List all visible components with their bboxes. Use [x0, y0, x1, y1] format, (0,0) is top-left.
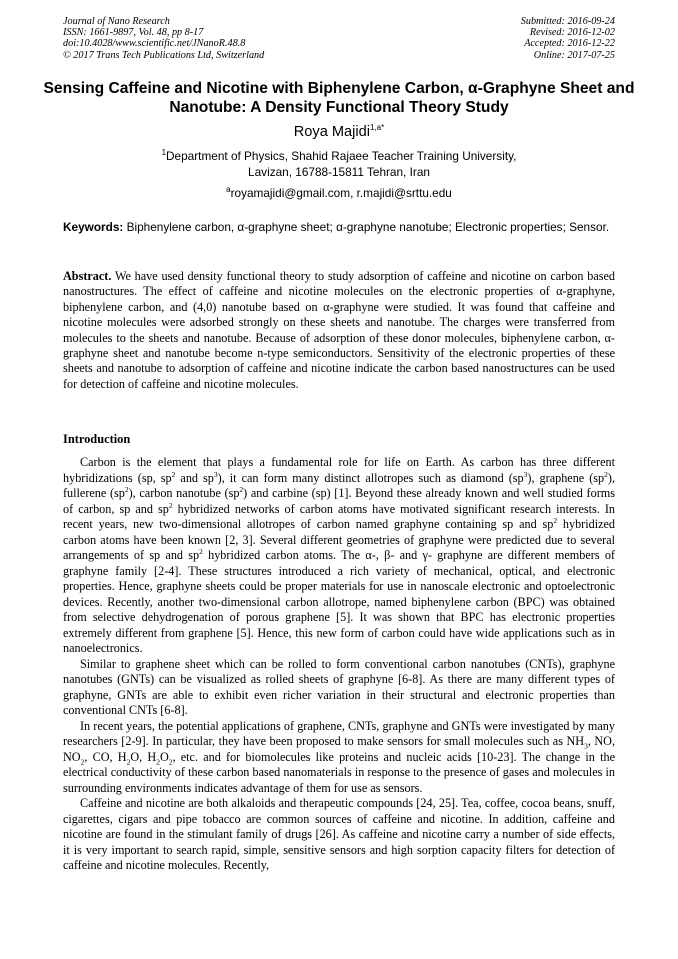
- journal-copyright: © 2017 Trans Tech Publications Ltd, Switzerland: [63, 49, 265, 61]
- date-revised: Revised: 2016-12-02: [529, 27, 615, 39]
- author-name: Roya Majidi: [293, 124, 370, 140]
- publication-dates: [521, 16, 615, 61]
- paper-title: Sensing Caffeine and Nicotine with Biphenylene Carbon, α-Graphyne Sheet and Nanotube: A Density Functional Theory Study: [43, 80, 635, 116]
- section-heading-introduction: Introduction: [63, 432, 131, 446]
- keywords-text: Biphenylene carbon, α-graphyne sheet; α-graphyne nanotube; Electronic properties; Sensor.: [126, 220, 610, 234]
- date-online: Online: 2017-07-25: [533, 49, 615, 61]
- abstract-label: Abstract.: [63, 269, 112, 283]
- paragraph-4: Caffeine and nicotine are both alkaloids and therapeutic compounds [24, 25]. Tea, coffee, cocoa beans, snuff, cigarettes, cigars and pipe tobacco are common sources of caffeine and nicotine. In addition, caffeine and nicotine are found in the stimulant family of drugs [26]. As caffeine and nicotine carry a number of side effects, it is very important to search rapid, simple, sensitive sensors and high sorption capacity filters for detection of caffeine and nicotine molecules. Recently,: [63, 796, 615, 872]
- journal-info: [63, 16, 264, 61]
- keywords-label: Keywords:: [63, 220, 124, 234]
- affiliation-sup: 1: [161, 148, 167, 158]
- journal-header: [63, 16, 615, 64]
- introduction-body: [63, 455, 615, 874]
- keywords: [63, 220, 615, 236]
- journal-name: Journal of Nano Research: [63, 16, 170, 27]
- email-text: royamajidi@gmail.com, r.majidi@srttu.edu: [230, 186, 452, 200]
- author-email: [0, 186, 678, 201]
- date-accepted: Accepted: 2016-12-22: [524, 38, 615, 50]
- affiliation-line1: Department of Physics, Shahid Rajaee Teacher Training University,: [166, 149, 517, 163]
- author-line: [0, 123, 678, 141]
- abstract: [63, 269, 615, 392]
- affiliation: [0, 149, 678, 180]
- journal-issn: ISSN: 1661-9897, Vol. 48, pp 8-17: [63, 27, 204, 39]
- paragraph-2: Similar to graphene sheet which can be rolled to form conventional carbon nanotubes (CNTs), graphyne nanotubes (GNTs) can be visualized as rolled sheets of graphyne [6-8]. As there are many different types of graphyne, GNTs are able to exhibit even richer variation in their structural and electronic properties than conventional CNTs [6-8].: [63, 656, 615, 717]
- email-sup: a: [226, 185, 231, 195]
- date-submitted: Submitted: 2016-09-24: [520, 16, 615, 27]
- paragraph-3: In recent years, the potential applications of graphene, CNTs, graphyne and GNTs were investigated by many researchers [2-9]. In particular, they have been proposed to make sensors for small molecules such as $NH_3$, NO, $NO_2$, CO, $H_2O$, $H_2O_2$, etc. and for biomolecules like proteins and nucleic acids [10-23]. The change in the electrical conductivity of these carbon based nanomaterials in response to the presence of gases and molecules in surrounding environments indicates advantage of them for use as sensors.: [63, 718, 616, 795]
- paragraph-1: Carbon is the element that plays a fundamental role for life on Earth. As carbon has three different hybridizations (sp, $sp^2$ and $sp^3$), it can form many distinct allotropes such as diamond $(sp^3)$, graphene $(sp^2)$, fullerene $(sp^2)$, carbon nanotube $(sp^2)$ and carbine (sp) [1]. Beyond these already known and well studied forms of carbon, sp and $sp^2$ hybridized networks of carbon atoms have motivated significant research interests. In recent years, new two-dimensional allotropes of carbon named graphyne containing sp and $sp^2$ hybridized carbon atoms have been known [2, 3]. Several different geometries of graphyne were predicted due to several arrangements of sp and $sp^2$ hybridized carbon atoms. The α-, β- and γ- graphyne are different members of graphyne family [2-4]. These structures introduced a rich variety of mechanical, optical, and electronic properties. Hence, graphyne sheets could be proper materials for use in nanoscale electronic and optoelectronic devices. Recently, another two-dimensional carbon allotrope, named biphenylene carbon (BPC) was obtained from selective dehydrogenation of porous graphene [5]. It was shown that BPC has electronic properties extremely different from graphene [5]. Hence, this new form of carbon could have wide applications such as in nanoelectronics.: [63, 455, 616, 655]
- journal-doi: doi:10.4028/www.scientific.net/JNanoR.48.8: [63, 38, 246, 50]
- affiliation-line2: Lavizan, 16788-15811 Tehran, Iran: [248, 164, 430, 179]
- author-sup: 1,a*: [370, 123, 385, 133]
- abstract-text: We have used density functional theory to study adsorption of caffeine and nicotine on carbon based nanostructures. The effect of caffeine and nicotine molecules on the electronic properties of α-graphyne, biphenylene carbon, and (4,0) nanotube based on α-graphyne were studied. It was found that caffeine and nicotine molecules were adsorbed strongly on these sheets and nanotube. The charges were transferred from molecules to the sheets and nanotube. Because of adsorption of these donor molecules, biphenylene carbon, α-graphyne sheet and nanotube become n-type semiconductors. Sensitivity of the electronic properties of these sheets and nanotube to adsorption of caffeine and nicotine indicate the carbon based nanostructures can be used for detection of caffeine and nicotine molecules.: [63, 269, 616, 391]
